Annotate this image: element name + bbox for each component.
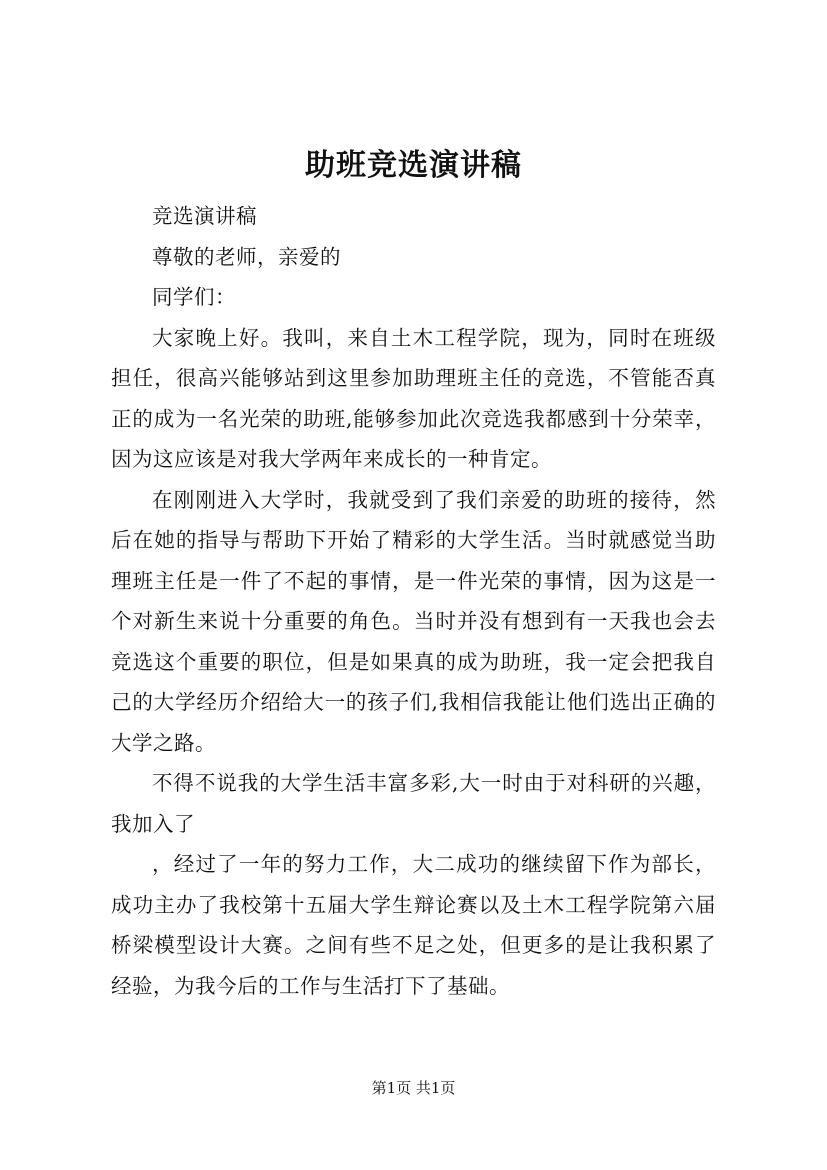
paragraph: ，经过了一年的努力工作，大二成功的继续留下作为部长，成功主办了我校第十五届大学生辩论赛以及土木工程学院第六届桥梁模型设计大赛。之间有些不足之处，但更多的是让我积累了经验，为我今后的工作与生活打下了基础。	[111, 852, 716, 998]
paragraph: 在刚刚进入大学时，我就受到了我们亲爱的助班的接待，然后在她的指导与帮助下开始了精彩的大学生活。当时就感觉当助理班主任是一件了不起的事情，是一件光荣的事情，因为这是一个对新生来说十分重要的角色。当时并没有想到有一天我也会去竞选这个重要的职位，但是如果真的成为助班，我一定会把我自己的大学经历介绍给大一的孩子们,我相信我能让他们选出正确的大学之路。	[111, 487, 716, 755]
page-number-label: 第1页 共1页	[371, 1079, 456, 1097]
page-footer	[0, 1078, 827, 1098]
paragraph: 同学们：	[152, 285, 236, 309]
paragraph: 尊敬的老师，亲爱的	[152, 244, 341, 269]
paragraph: 竞选演讲稿	[152, 204, 257, 228]
paragraph: 大家晚上好。我叫，来自土木工程学院，现为，同时在班级担任，很高兴能够站到这里参加助理班主任的竞选，不管能否真正的成为一名光荣的助班,能够参加此次竞选我都感到十分荣幸，因为这应该是对我大学两年来成长的一种肯定。	[111, 325, 716, 471]
paragraph: 不得不说我的大学生活丰富多彩,大一时由于对科研的兴趣，我加入了	[111, 771, 716, 836]
document-body	[111, 196, 716, 1006]
document-title: 助班竞选演讲稿	[305, 148, 522, 183]
